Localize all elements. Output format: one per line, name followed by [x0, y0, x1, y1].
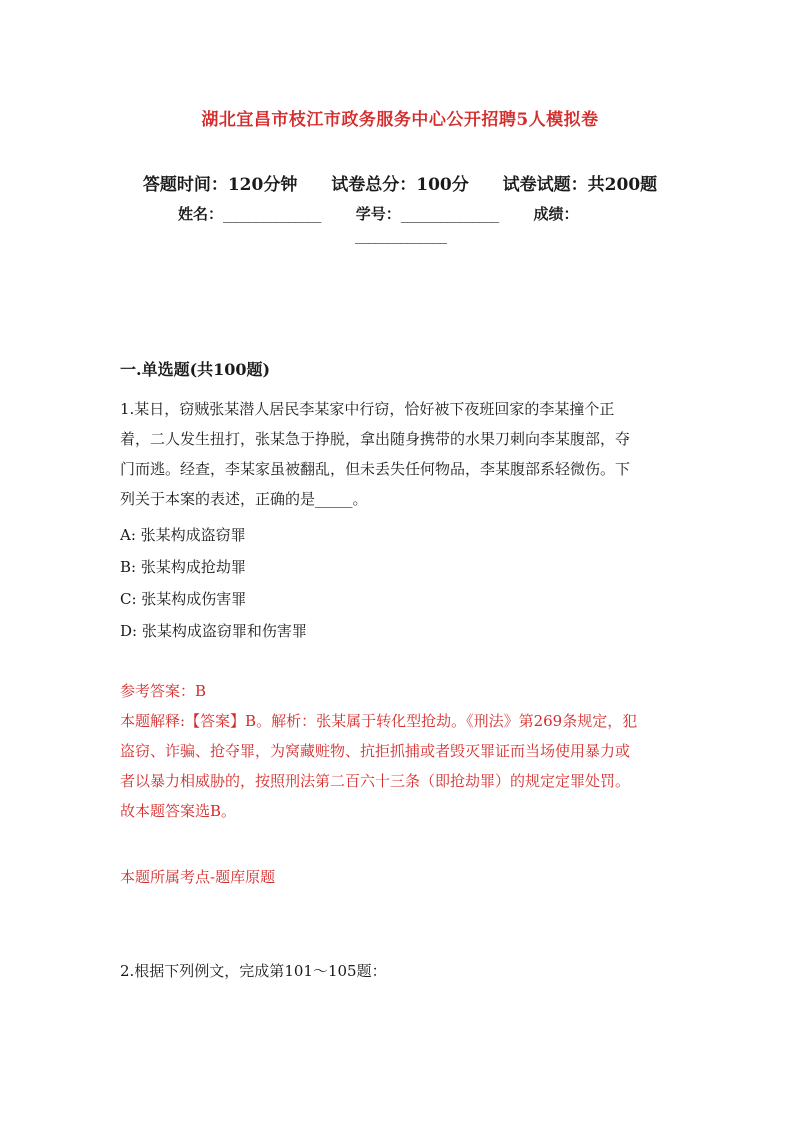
option-c[interactable]: C: 张某构成伤害罪 [120, 590, 247, 608]
id-label: 学号： [355, 205, 401, 223]
question-1-line: 着，二人发生扭打，张某急于挣脱，拿出随身携带的水果刀刺向李某腹部，夺 [120, 430, 631, 448]
exam-time: 答题时间：120分钟 [142, 175, 298, 195]
grade-blank[interactable]: ______________ [355, 226, 446, 244]
id-blank: _______________ [400, 205, 499, 223]
option-a[interactable]: A: 张某构成盗窃罪 [120, 526, 246, 544]
question-1-options [120, 519, 307, 647]
reference-answer: 参考答案：B [120, 682, 207, 700]
name-field[interactable] [178, 203, 321, 224]
name-blank: _______________ [223, 205, 321, 223]
exam-title: 湖北宜昌市枝江市政务服务中心公开招聘5人模拟卷 [201, 110, 599, 130]
answer-block [120, 676, 690, 826]
section-heading: 一.单选题(共100题) [120, 360, 271, 379]
question-1-stem [120, 394, 680, 514]
option-b[interactable]: B: 张某构成抢劫罪 [120, 558, 246, 576]
question-1-line: 1.某日，窃贼张某潜人居民李某家中行窃，恰好被下夜班回家的李某撞个正 [120, 400, 615, 418]
question-1-line: 门而逃。经查，李某家虽被翻乱，但未丢失任何物品，李某腹部系轻微伤。下 [120, 460, 631, 478]
explanation-line: 盗窃、诈骗、抢夺罪，为窝藏赃物、抗拒抓捕或者毁灭罪证而当场使用暴力或 [120, 742, 631, 760]
id-field[interactable] [356, 203, 499, 224]
grade-label: 成绩： [533, 205, 579, 223]
exam-score: 试卷总分：100分 [331, 175, 469, 195]
knowledge-point: 本题所属考点-题库原题 [120, 868, 276, 886]
question-1-line: 列关于本案的表述，正确的是_____。 [120, 490, 368, 508]
explanation-line: 者以暴力相威胁的，按照刑法第二百六十三条（即抢劫罪）的规定定罪处罚。 [120, 772, 631, 790]
student-fields [178, 203, 698, 224]
option-d[interactable]: D: 张某构成盗窃罪和伤害罪 [120, 622, 307, 640]
grade-field[interactable] [534, 203, 579, 224]
exam-meta [0, 170, 800, 195]
explanation-line: 故本题答案选B。 [120, 802, 237, 820]
exam-count: 试卷试题：共200题 [502, 175, 658, 195]
question-2-stem: 2.根据下列例文，完成第101～105题： [120, 962, 387, 980]
name-label: 姓名： [178, 205, 224, 223]
explanation-line: 本题解释:【答案】B。解析：张某属于转化型抢劫。《刑法》第269条规定，犯 [120, 712, 638, 730]
